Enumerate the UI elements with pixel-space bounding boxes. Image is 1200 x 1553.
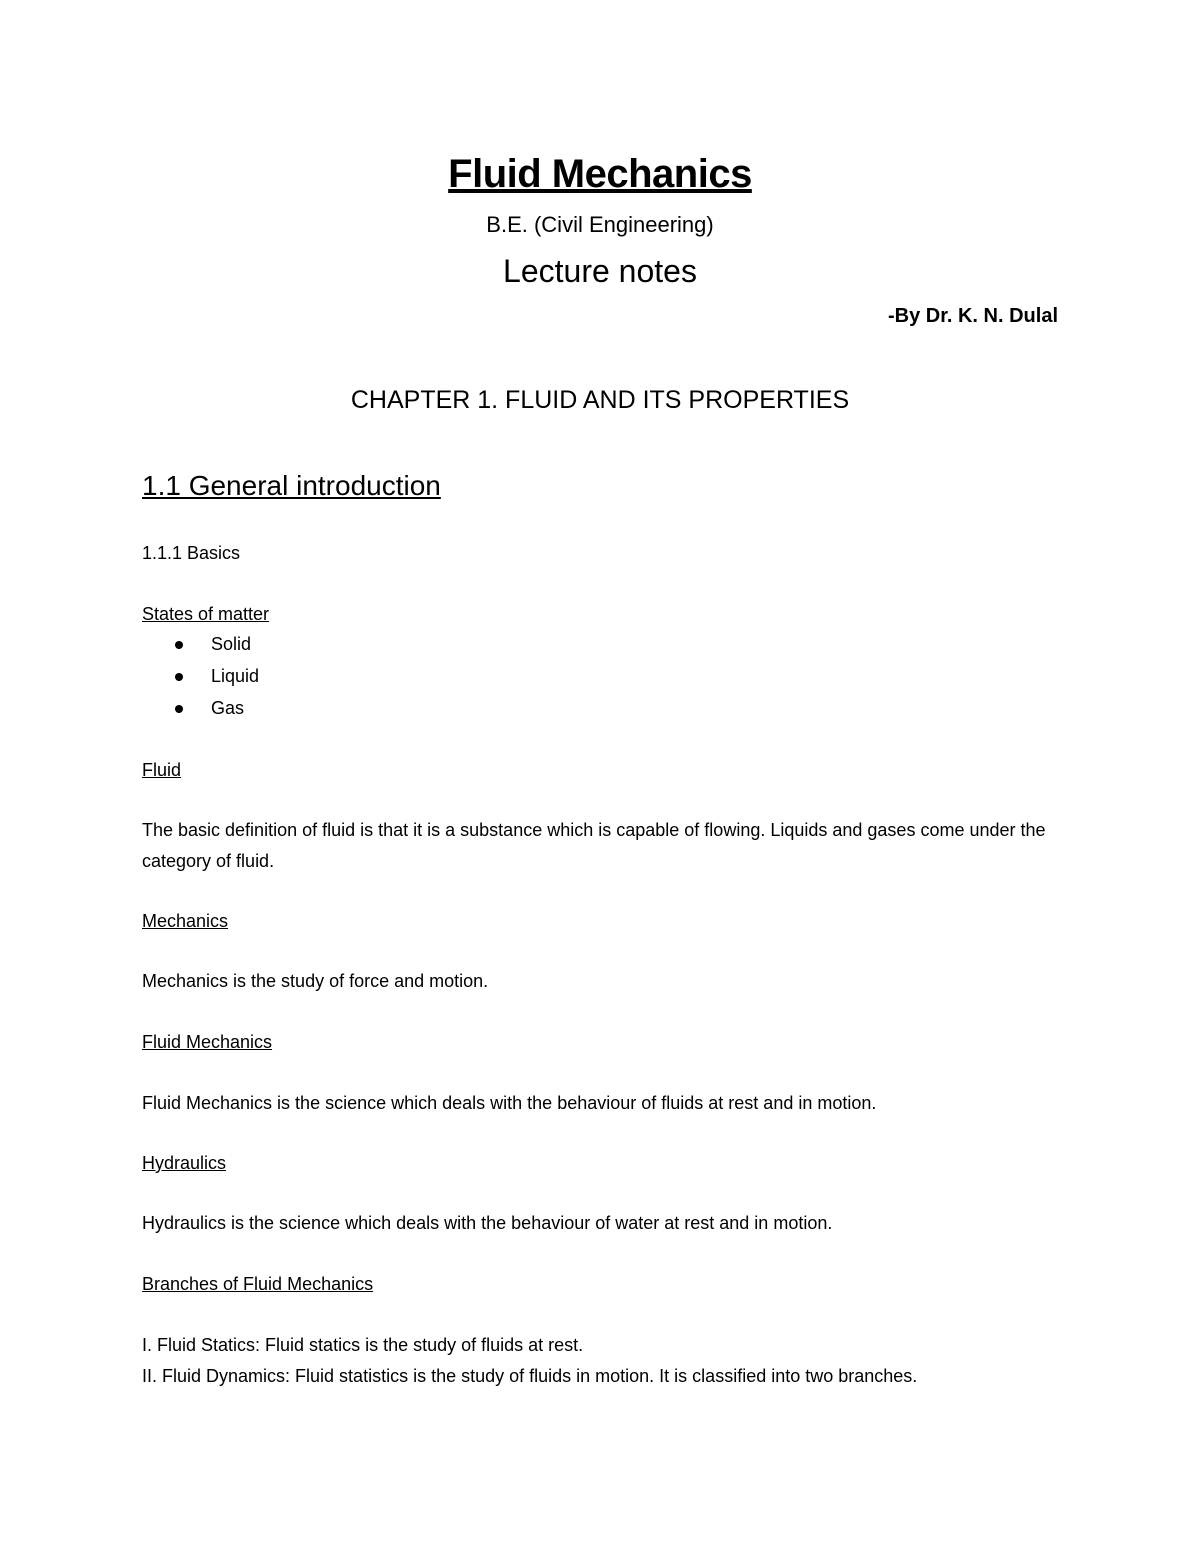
bullet-icon [175, 705, 183, 713]
document-subtitle: B.E. (Civil Engineering) [486, 212, 714, 237]
hydraulics-heading: Hydraulics [142, 1153, 227, 1173]
section-heading: 1.1 General introduction [142, 470, 441, 501]
author-line: -By Dr. K. N. Dulal [887, 305, 1058, 327]
mechanics-definition: Mechanics is the study of force and motion. [142, 971, 489, 991]
branch-dynamics: II. Fluid Dynamics: Fluid statistics is the study of fluids in motion. It is classified into two branches. [142, 1366, 918, 1386]
list-item-label: Solid [211, 634, 252, 654]
subsection-heading: 1.1.1 Basics [142, 543, 241, 563]
mechanics-heading: Mechanics [142, 911, 229, 931]
bullet-icon [175, 641, 183, 649]
list-item-label: Liquid [211, 666, 260, 686]
hydraulics-definition: Hydraulics is the science which deals with the behaviour of water at rest and in motion. [142, 1213, 833, 1233]
document-title: Fluid Mechanics [448, 152, 752, 196]
fluid-heading: Fluid [142, 760, 182, 780]
fluid-mechanics-heading: Fluid Mechanics [142, 1032, 273, 1052]
chapter-title: CHAPTER 1. FLUID AND ITS PROPERTIES [350, 386, 850, 414]
branch-statics: I. Fluid Statics: Fluid statics is the study of fluids at rest. [142, 1335, 584, 1355]
lecture-notes-label: Lecture notes [503, 253, 697, 289]
bullet-icon [175, 673, 183, 681]
states-of-matter-heading: States of matter [142, 604, 270, 624]
list-item-label: Gas [211, 698, 245, 718]
fluid-mechanics-definition: Fluid Mechanics is the science which deals with the behaviour of fluids at rest and in motion. [142, 1093, 877, 1113]
branches-heading: Branches of Fluid Mechanics [142, 1274, 374, 1294]
fluid-definition: The basic definition of fluid is that it is a substance which is capable of flowing. Liquids and gases come under the category of fluid. [142, 820, 1046, 871]
